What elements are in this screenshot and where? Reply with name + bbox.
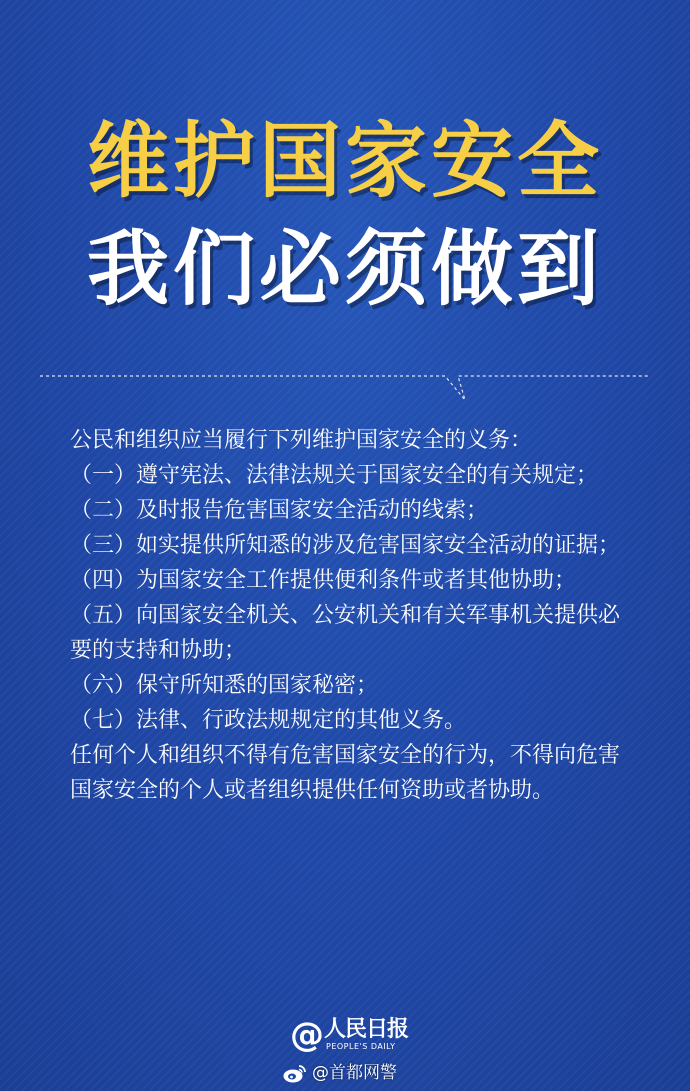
closing-text: 任何个人和组织不得有危害国家安全的行为，不得向危害国家安全的个人或者组织提供任何资助或者协助。: [70, 743, 621, 803]
logo-at-symbol: @: [290, 1015, 324, 1055]
logo-name: 人民日报: [324, 1017, 409, 1042]
obligations-text: [70, 423, 630, 808]
logo-subtitle: PEOPLE'S DAILY: [326, 1042, 396, 1051]
poster-title-line-2: 我们必须做到: [86, 222, 603, 317]
weibo-icon: [282, 1062, 308, 1084]
obligation-item-1: （一）遵守宪法、法律法规关于国家安全的有关规定；: [70, 463, 599, 488]
poster-title-line-1: 维护国家安全: [86, 114, 603, 209]
weibo-watermark: [282, 1060, 397, 1086]
speech-bubble-divider: [40, 368, 650, 408]
obligation-item-4: （四）为国家安全工作提供便利条件或者其他协助；: [70, 568, 577, 593]
obligation-item-7: （七）法律、行政法规规定的其他义务。: [70, 708, 467, 733]
obligation-item-3: （三）如实提供所知悉的涉及危害国家安全活动的证据；: [70, 533, 621, 558]
obligation-item-5: （五）向国家安全机关、公安机关和有关军事机关提供必要的支持和协助；: [70, 603, 621, 663]
obligation-item-2: （二）及时报告危害国家安全活动的线索；: [70, 498, 489, 523]
peoples-daily-logo: [290, 1015, 430, 1055]
intro-text: 公民和组织应当履行下列维护国家安全的义务：: [70, 428, 533, 453]
watermark-text: @首都网警: [312, 1063, 397, 1083]
obligation-item-6: （六）保守所知悉的国家秘密；: [70, 673, 379, 698]
